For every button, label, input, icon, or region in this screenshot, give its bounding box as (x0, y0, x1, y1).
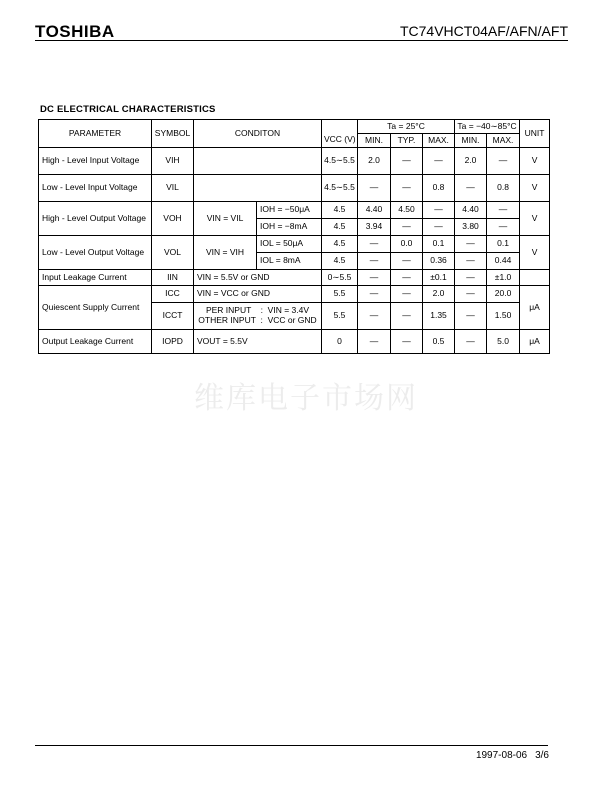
condition-cell (194, 175, 322, 202)
max2-cell: ±1.0 (487, 270, 520, 286)
vcc-cell: 0 (322, 330, 358, 354)
part-number: TC74VHCT04AF/AFN/AFT (399, 23, 568, 39)
table-row (39, 175, 550, 202)
typ-cell: — (391, 303, 423, 330)
min-cell: — (358, 286, 391, 303)
min2-cell: — (455, 175, 487, 202)
max-cell: 1.35 (423, 303, 455, 330)
section-title: DC ELECTRICAL CHARACTERISTICS (40, 104, 216, 115)
condition-cell: VIN = 5.5V or GND (194, 270, 322, 286)
col-header-max: MAX. (423, 134, 455, 148)
table-row (39, 202, 550, 219)
max-cell: 0.5 (423, 330, 455, 354)
typ-cell: — (391, 219, 423, 236)
table-row (39, 330, 550, 354)
vcc-cell: 4.5 (322, 202, 358, 219)
min2-cell: — (455, 330, 487, 354)
param-cell: Output Leakage Current (39, 330, 152, 354)
condition-line-other-input: OTHER INPUT : VCC or GND (198, 315, 317, 325)
symbol-cell: VOH (152, 202, 194, 236)
unit-cell: V (520, 175, 550, 202)
max2-cell: — (487, 148, 520, 175)
condition-cell: VIN = VCC or GND (194, 286, 322, 303)
symbol-cell: IIN (152, 270, 194, 286)
table-header-row (39, 120, 550, 134)
min-cell: 4.40 (358, 202, 391, 219)
unit-cell: V (520, 236, 550, 270)
vcc-cell: 0∼5.5 (322, 270, 358, 286)
max2-cell: 1.50 (487, 303, 520, 330)
max-cell: 0.36 (423, 253, 455, 270)
max-cell: — (423, 148, 455, 175)
max-cell: ±0.1 (423, 270, 455, 286)
unit-cell (520, 270, 550, 286)
vcc-cell: 5.5 (322, 303, 358, 330)
watermark: 维库电子市场网 (194, 381, 418, 416)
param-cell: Low - Level Output Voltage (39, 236, 152, 270)
min-cell: — (358, 330, 391, 354)
min2-cell: — (455, 236, 487, 253)
min-cell: — (358, 303, 391, 330)
condition-cell: VIN = VIL (194, 202, 257, 236)
max-cell: 0.8 (423, 175, 455, 202)
max2-cell: 0.1 (487, 236, 520, 253)
max-cell: 0.1 (423, 236, 455, 253)
min-cell: — (358, 253, 391, 270)
condition-sub-cell: IOL = 8mA (257, 253, 322, 270)
min2-cell: 4.40 (455, 202, 487, 219)
table-row (39, 286, 550, 303)
min-cell: — (358, 236, 391, 253)
header-rule (35, 40, 568, 41)
col-header-ta25: Ta = 25°C (358, 120, 455, 134)
table-row (39, 236, 550, 253)
min2-cell: — (455, 303, 487, 330)
col-header-unit: UNIT (520, 120, 550, 148)
vcc-cell: 5.5 (322, 286, 358, 303)
footer-date: 1997-08-06 (475, 750, 528, 761)
max2-cell: 0.8 (487, 175, 520, 202)
condition-cell (194, 148, 322, 175)
condition-cell (194, 303, 322, 330)
min2-cell: — (455, 253, 487, 270)
min-cell: 2.0 (358, 148, 391, 175)
param-cell: Quiescent Supply Current (39, 286, 152, 330)
table-row (39, 148, 550, 175)
typ-cell: — (391, 270, 423, 286)
max-cell: — (423, 202, 455, 219)
dc-characteristics-table (38, 119, 550, 354)
symbol-cell: IOPD (152, 330, 194, 354)
unit-cell: μA (520, 286, 550, 330)
symbol-cell: VIL (152, 175, 194, 202)
min2-cell: 3.80 (455, 219, 487, 236)
max2-cell: — (487, 219, 520, 236)
min2-cell: 2.0 (455, 148, 487, 175)
param-cell: High - Level Input Voltage (39, 148, 152, 175)
condition-sub-cell: IOH = −8mA (257, 219, 322, 236)
typ-cell: 0.0 (391, 236, 423, 253)
col-header-min: MIN. (358, 134, 391, 148)
condition-cell: VOUT = 5.5V (194, 330, 322, 354)
symbol-cell: ICCT (152, 303, 194, 330)
min-cell: 3.94 (358, 219, 391, 236)
vcc-cell: 4.5 (322, 253, 358, 270)
min-cell: — (358, 175, 391, 202)
vcc-cell: 4.5 (322, 236, 358, 253)
condition-sub-cell: IOL = 50μA (257, 236, 322, 253)
col-header-ta-range: Ta = −40∼85°C (455, 120, 520, 134)
typ-cell: — (391, 175, 423, 202)
max-cell: — (423, 219, 455, 236)
col-header-typ: TYP. (391, 134, 423, 148)
min2-cell: — (455, 286, 487, 303)
col-header-vcc: VCC (V) (322, 120, 358, 148)
param-cell: Low - Level Input Voltage (39, 175, 152, 202)
symbol-cell: VIH (152, 148, 194, 175)
typ-cell: — (391, 330, 423, 354)
max2-cell: 20.0 (487, 286, 520, 303)
brand-logo-text: TOSHIBA (35, 22, 115, 41)
col-header-symbol: SYMBOL (152, 120, 194, 148)
vcc-cell: 4.5∼5.5 (322, 148, 358, 175)
min2-cell: — (455, 270, 487, 286)
typ-cell: 4.50 (391, 202, 423, 219)
max-cell: 2.0 (423, 286, 455, 303)
symbol-cell: ICC (152, 286, 194, 303)
footer-page-number: 3/6 (535, 750, 549, 761)
max2-cell: 0.44 (487, 253, 520, 270)
condition-line-per-input: PER INPUT : VIN = 3.4V (205, 305, 310, 316)
param-cell: Input Leakage Current (39, 270, 152, 286)
max2-cell: 5.0 (487, 330, 520, 354)
footer (476, 750, 549, 761)
max2-cell: — (487, 202, 520, 219)
condition-sub-cell: IOH = −50μA (257, 202, 322, 219)
col-header-condition: CONDITON (194, 120, 322, 148)
condition-cell: VIN = VIH (194, 236, 257, 270)
footer-rule (35, 745, 548, 746)
typ-cell: — (391, 253, 423, 270)
unit-cell: V (520, 202, 550, 236)
param-cell: High - Level Output Voltage (39, 202, 152, 236)
unit-cell: V (520, 148, 550, 175)
symbol-cell: VOL (152, 236, 194, 270)
vcc-cell: 4.5∼5.5 (322, 175, 358, 202)
typ-cell: — (391, 286, 423, 303)
col-header-min2: MIN. (455, 134, 487, 148)
table-row (39, 270, 550, 286)
col-header-max2: MAX. (487, 134, 520, 148)
min-cell: — (358, 270, 391, 286)
typ-cell: — (391, 148, 423, 175)
unit-cell: μA (520, 330, 550, 354)
vcc-cell: 4.5 (322, 219, 358, 236)
col-header-parameter: PARAMETER (39, 120, 152, 148)
